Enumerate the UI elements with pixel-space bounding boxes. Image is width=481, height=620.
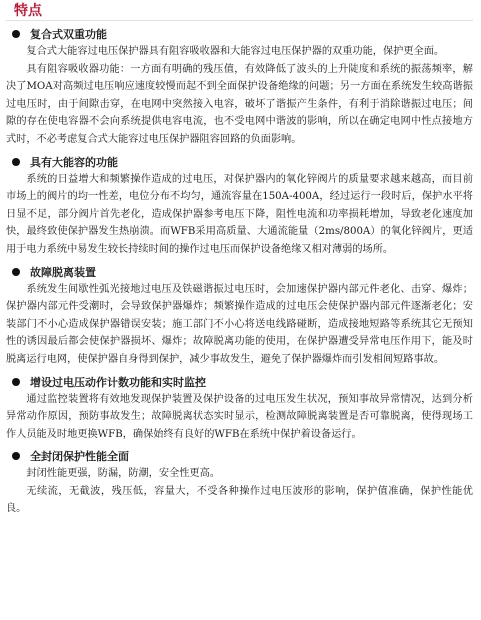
section-heading-text: 具有大能容的功能 <box>30 155 118 169</box>
section-heading <box>6 373 473 391</box>
paragraph: 复合式大能容过电压保护器具有阻容吸收器和大能容过电压保护器的双重功能，保护更全面。 <box>26 46 445 57</box>
section-heading-text: 增设过电压动作计数功能和实时监控 <box>30 375 206 389</box>
paragraph: 系统的日益增大和频繁操作造成的过电压，对保护器内的氧化锌阀片的质量要求越来越高，而目前市场上的阀片的均一性差，电位分布不均匀，通流容量在150A-400A，经过运行一段时后，保护水平将日显不足，部分阀片首先老化，造成保护器参考电压下降，阻性电流和功率损耗增加，导致老化速度加快，最终致使保护器发生热崩溃。而WFB采用高质量、大通流能量（2ms/800A）的氧化锌阀片，更适用于电力系统中易发生较长持续时间的操作过电压而保护设备绝缘又相对薄弱的场所。 <box>6 173 473 255</box>
section-large-capacity <box>6 153 473 259</box>
bullet-icon <box>12 378 20 386</box>
paragraph: 系统发生间歇性弧光接地过电压及铁磁谐振过电压时，会加速保护器内部元件老化、击穿、爆炸；保护器内部元件受潮时，会导致保护器爆炸；频繁操作造成的过电压会使保护器内部元件逐渐老化；安装部门不小心造成保护器错误安装；施工部门不小心将送电线路碰断，造成接地短路等系统其它无预知性的诱因最后都会使保护器损坏、爆炸；故障脱离功能的使用，在保护器遭受异常电压作用下，能及时脱离运行电网，使保护器自身得到保护，减少事故发生，避免了保护器爆炸而引发相间短路事故。 <box>6 283 473 365</box>
section-heading-text: 复合式双重功能 <box>30 28 107 41</box>
section-counter-monitoring <box>6 373 473 444</box>
paragraph: 无续流，无截波，残压低，容量大，不受各种操作过电压波形的影响，保护值准确，保护性能优良。 <box>6 485 473 515</box>
title-bar <box>6 0 473 21</box>
paragraph: 通过监控装置将有效地发现保护装置及保护设备的过电压发生状况，预知事故异常情况，达到分析异常动作原因，预防事故发生；故障脱离状态实时显示，检测故障脱离装置是否可靠脱离，使得现场工作人员能及时地更换WFB，确保始终有良好的WFB在系统中保护着设备运行。 <box>6 393 473 440</box>
bullet-icon <box>12 452 20 460</box>
paragraph: 具有阻容吸收器功能：一方面有明确的残压值，有效降低了波头的上升陡度和系统的振荡频率，解决了MOA对高频过电压响应速度较慢而起不到全面保护设备绝缘的问题；另一方面在系统发生较高谐振过电压时，由于间隙击穿，在电网中突然接入电容，破坏了谐振产生条件，有利于消除谐振过电压；间隙的存在使电容器不会向系统提供电容电流，也不受电网中谐波的影响，所以在确定电网中性点接地方式时，不必考虑复合式大能容过电压保护器阻容回路的负面影响。 <box>6 63 473 145</box>
section-heading <box>6 447 473 465</box>
bullet-icon <box>12 30 20 38</box>
bullet-icon <box>12 268 20 276</box>
paragraph: 封闭性能更强，防漏，防潮，安全性更高。 <box>26 468 220 480</box>
section-heading-text: 全封闭保护性能全面 <box>30 450 129 464</box>
section-fully-sealed <box>6 447 473 518</box>
section-heading-text: 故障脱离装置 <box>30 265 96 279</box>
bullet-icon <box>12 158 20 166</box>
section-dual-function <box>6 25 473 149</box>
section-heading <box>6 25 473 43</box>
section-heading <box>6 153 473 171</box>
section-heading <box>6 263 473 281</box>
page-title: 特点 <box>14 3 42 19</box>
section-fault-disconnect <box>6 263 473 369</box>
